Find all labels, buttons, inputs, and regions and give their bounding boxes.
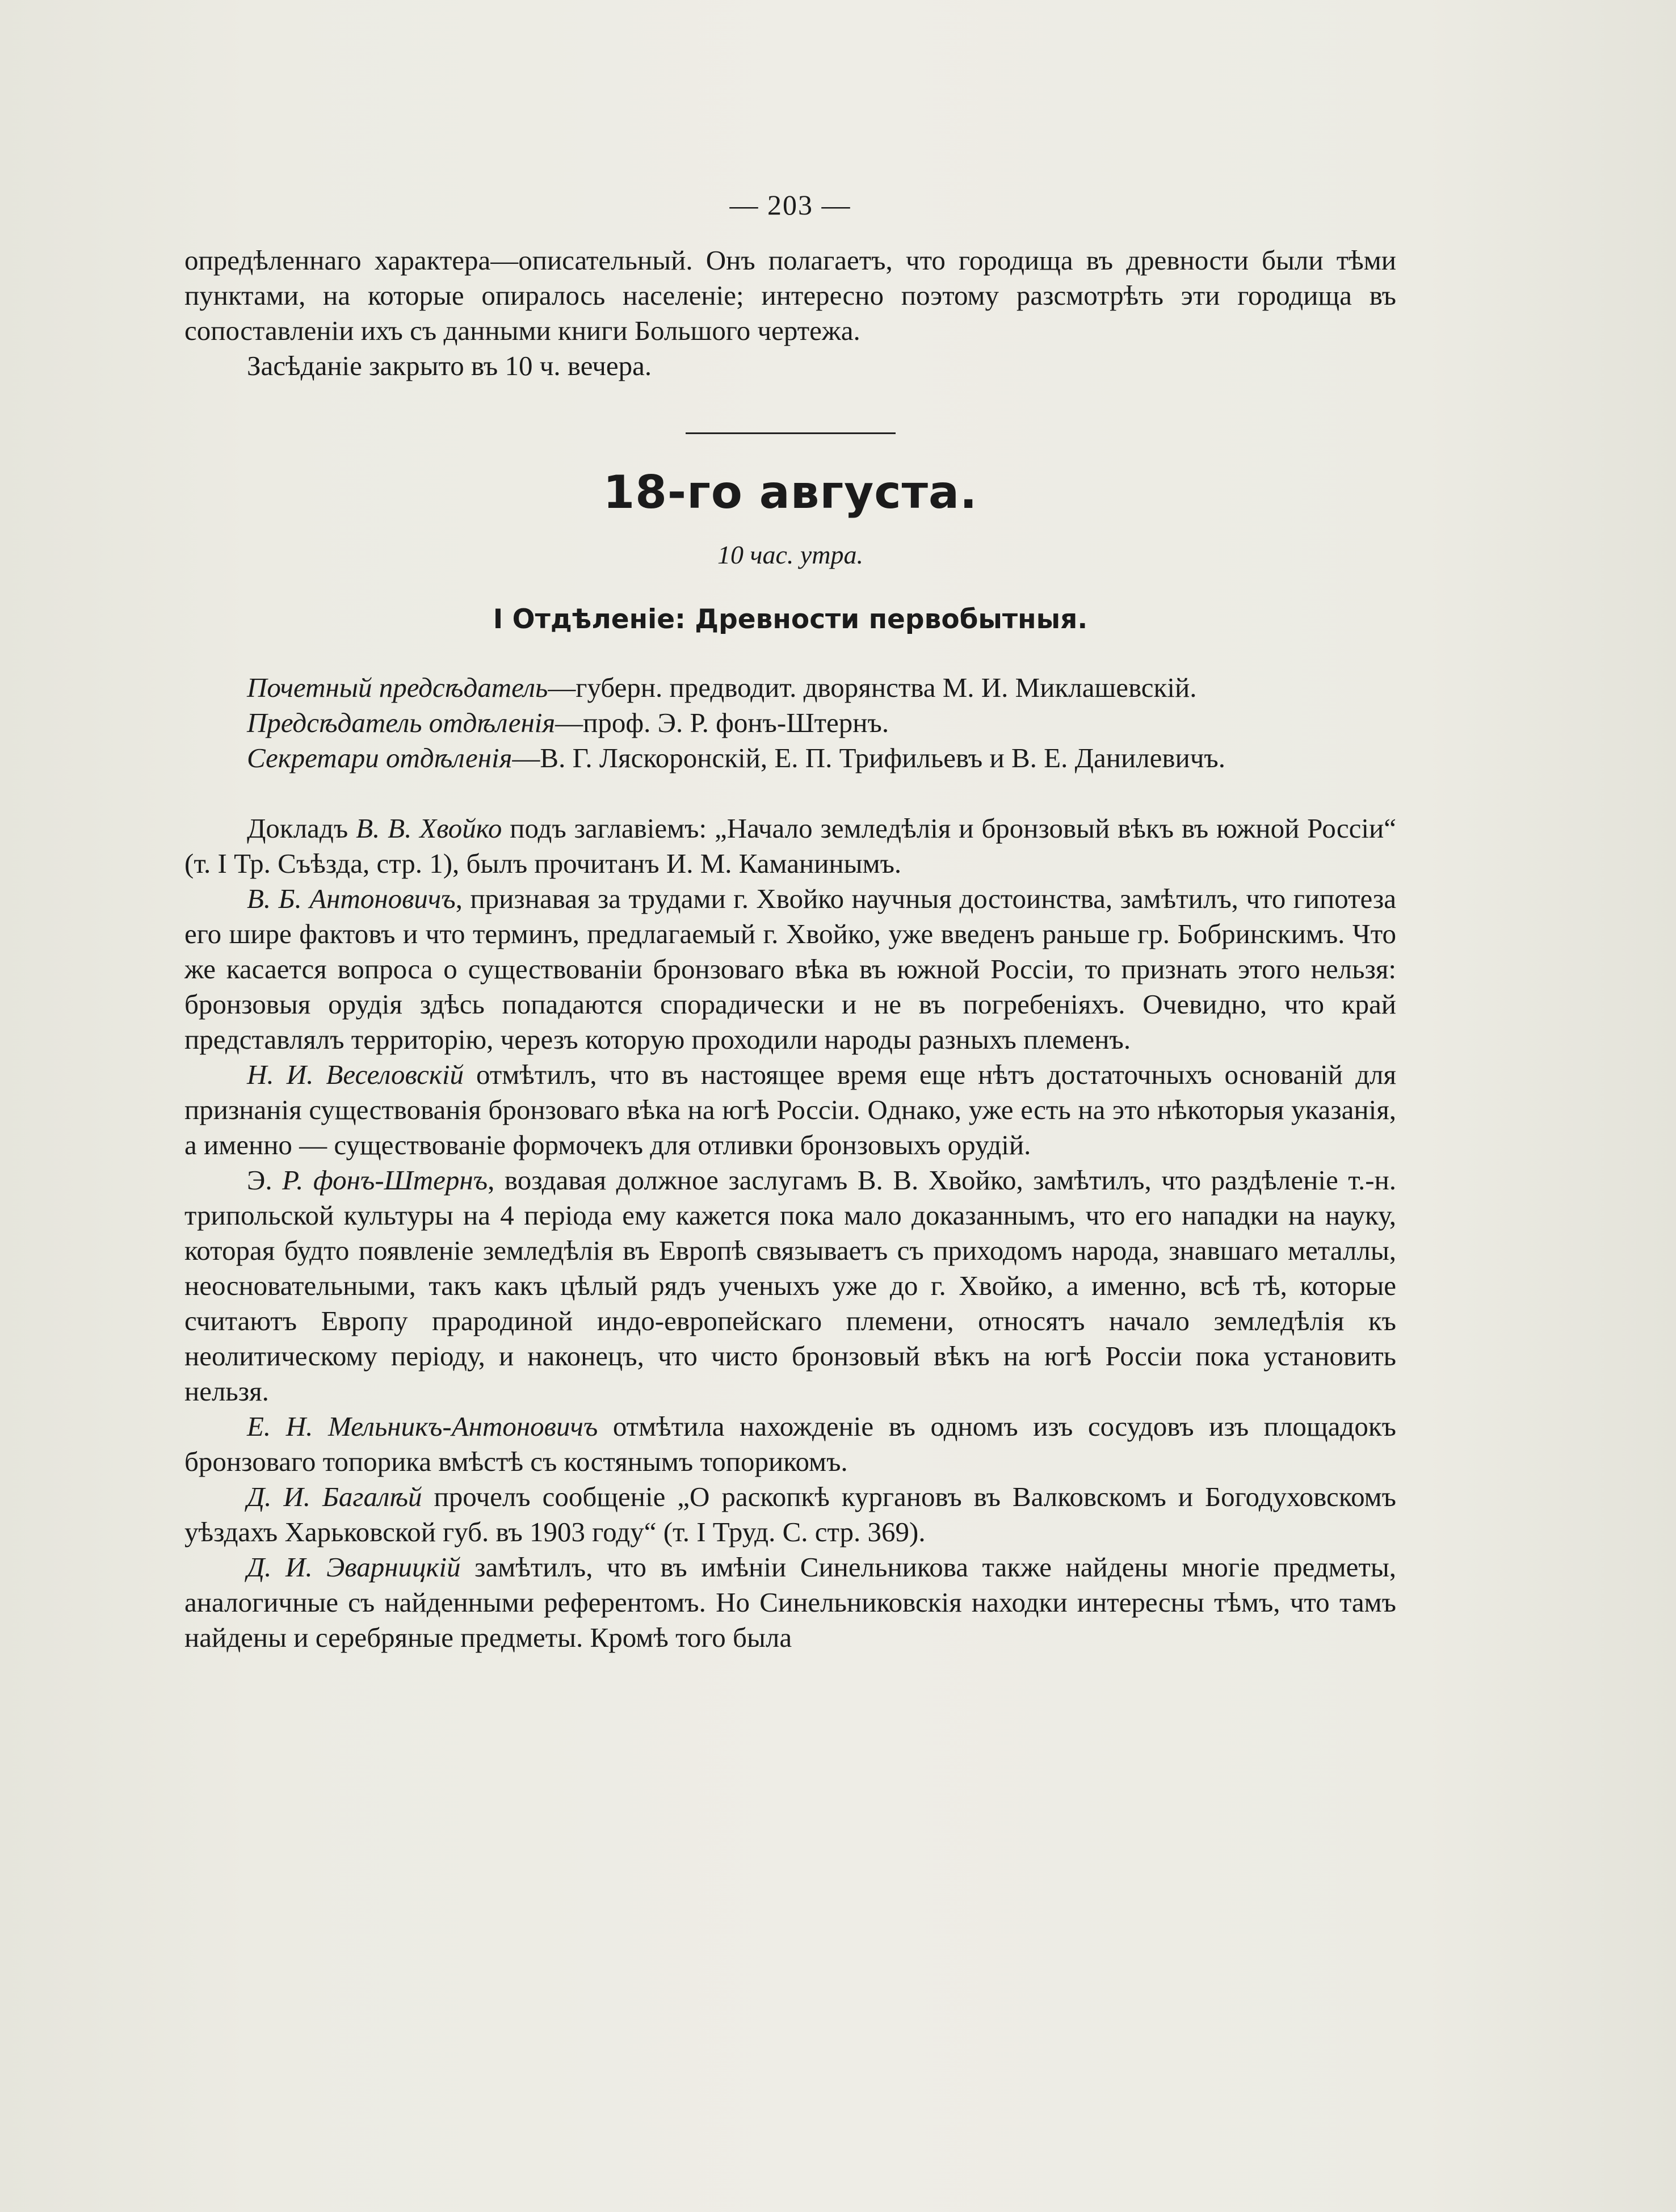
officer-department-chair [247, 705, 1396, 741]
officer-details: —проф. Э. Р. фонъ-Штернъ. [555, 707, 889, 738]
section-divider [686, 432, 896, 434]
officer-role: Секретари отдѣленія [247, 742, 513, 773]
page-number: — 203 — [729, 189, 851, 221]
paragraph-text: , признавая за трудами г. Хвойко научныя достоинства, замѣтилъ, что гипотеза его шире фактовъ и что терминъ, предлагаемый г. Хвойко, уже введенъ раньше гр. Бобринскимъ. Что же касается вопроса о существованіи бронзоваго вѣка въ южной Россіи, то признать этого нельзя: бронзовыя орудія здѣсь попадаются спорадически и не въ погребеніяхъ. Очевидно, что край представлялъ территорію, черезъ которую проходили народы разныхъ племенъ. [184, 883, 1396, 1055]
officer-secretaries [247, 741, 1396, 776]
paragraph-report-khvoiko [184, 811, 1396, 881]
paragraph-lead: Э. [247, 1164, 283, 1196]
speaker-name: Д. И. Багалѣй [247, 1481, 422, 1512]
officer-honorary-chair [247, 670, 1396, 705]
officer-details: —губерн. предводит. дворянства М. И. Миклашевскій. [548, 672, 1197, 703]
paragraph-text: отмѣтилъ, что въ настоящее время еще нѣтъ достаточныхъ основаній для признанія существованія бронзоваго вѣка на югѣ Россіи. Однако, уже есть на это нѣкоторыя указанія, а именно — существованіе формочекъ для отливки бронзовыхъ орудій. [184, 1059, 1396, 1160]
paragraph-text: замѣтилъ, что въ имѣніи Синельникова также найдены многіе предметы, аналогичные съ найденными референтомъ. Но Синельниковскія находки интересны тѣмъ, что тамъ найдены и серебряные предметы. Кромѣ того была [184, 1551, 1396, 1653]
speaker-name: Е. Н. Мельникъ-Антоновичъ [247, 1411, 598, 1442]
session-time: 10 час. утра. [717, 540, 863, 569]
department-heading: I Отдѣленіе: Древности первобытныя. [493, 604, 1088, 635]
speaker-name: Д. И. Эварницкій [247, 1551, 461, 1583]
paragraph-von-stern [184, 1163, 1396, 1409]
speaker-name: В. В. Хвойко [356, 813, 502, 844]
paragraph-evarnitsky [184, 1550, 1396, 1655]
session-closing: Засѣданіе закрыто въ 10 ч. вечера. [247, 350, 652, 381]
text-column [184, 187, 1396, 1655]
paragraph-text: подъ заглавіемъ: „Начало земледѣлія и бронзовый вѣкъ въ южной Россіи“ (т. I Тр. Съѣзда, стр. 1), былъ прочитанъ И. М. Каманинымъ. [184, 813, 1397, 879]
paragraph-text: , воздавая должное заслугамъ В. В. Хвойко, замѣтилъ, что раздѣленіе т.-н. трипольской культуры на 4 періода ему кажется пока мало доказаннымъ, что его нападки на науку, которая будто появленіе земледѣлія въ Европѣ связываетъ съ приходомъ народа, знавшаго металлы, неосновательными, такъ какъ цѣлый рядъ ученыхъ уже до г. Хвойко, а именно, всѣ тѣ, которые считаютъ Европу прародиной индо-европейскаго племени, относятъ начало земледѣлія къ неолитическому періоду, и наконецъ, что чисто бронзовый вѣкъ на югѣ Россіи пока установить нельзя. [184, 1164, 1396, 1407]
speaker-name: Р. фонъ-Штернъ [282, 1164, 488, 1196]
speaker-name: В. Б. Антоновичъ [247, 883, 456, 914]
intro-paragraph: опредѣленнаго характера—описательный. Онъ полагаетъ, что городища въ древности были тѣми пунктами, на которые опиралось населеніе; интересно поэтому разсмотрѣть эти городища въ сопоставленіи ихъ съ данными книги Большого чертежа. [184, 245, 1396, 346]
officer-role: Предсѣдатель отдѣленія [247, 707, 556, 738]
paragraph-antonovich [184, 881, 1396, 1057]
speaker-name: Н. И. Веселовскій [247, 1059, 464, 1090]
officer-role: Почетный предсѣдатель [247, 672, 548, 703]
paragraph-melnik-antonovich [184, 1409, 1396, 1479]
paragraph-veselovsky [184, 1057, 1396, 1163]
officers-list [247, 670, 1396, 776]
session-date-title: 18-го августа. [603, 466, 978, 519]
paragraph-lead: Докладъ [247, 813, 356, 844]
paragraph-text: прочелъ сообщеніе „О раскопкѣ кургановъ въ Валковскомъ и Богодуховскомъ уѣздахъ Харьковской губ. въ 1903 году“ (т. I Труд. С. стр. 369). [184, 1481, 1396, 1547]
officer-details: —В. Г. Ляскоронскій, Е. П. Трифильевъ и В. Е. Данилевичъ. [512, 742, 1225, 773]
paragraph-bagalei [184, 1479, 1396, 1550]
paragraph-text: отмѣтила нахожденіе въ одномъ изъ сосудовъ изъ площадокъ бронзоваго топорика вмѣстѣ съ костянымъ топорикомъ. [184, 1411, 1396, 1477]
